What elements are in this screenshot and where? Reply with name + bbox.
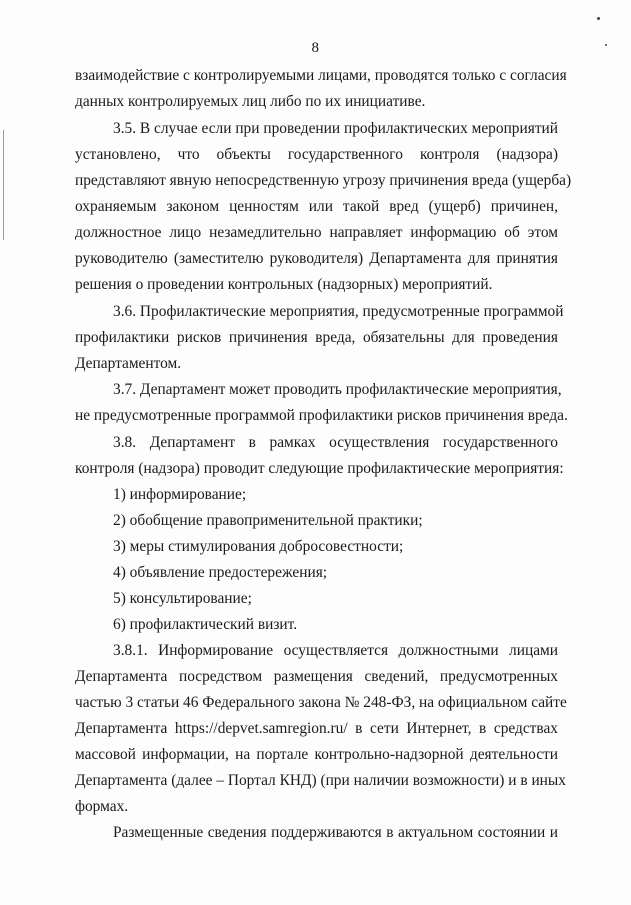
paragraph-continuation — [75, 820, 558, 846]
paragraph-3-6 — [75, 299, 564, 377]
list-item: 5) консультирование; — [113, 590, 252, 607]
paragraph-3-8 — [75, 430, 564, 638]
paragraph-3-7 — [75, 377, 568, 429]
text-line: контроля (надзора) проводит следующие профилактические мероприятия: — [75, 460, 564, 477]
list-item: 4) объявление предостережения; — [113, 564, 328, 581]
text-line: массовой информации, на портале контрольно-надзорной деятельности — [75, 746, 558, 763]
list-item: 6) профилактический визит. — [113, 616, 298, 633]
text-line: 3.5. В случае если при проведении профилактических мероприятий — [113, 120, 559, 137]
text-line: Размещенные сведения поддерживаются в актуальном состоянии и — [113, 824, 558, 841]
text-line: формах. — [75, 798, 129, 815]
body-text — [75, 63, 567, 115]
text-line: профилактики рисков причинения вреда, обязательны для проведения — [75, 329, 558, 346]
scan-edge-mark — [3, 130, 4, 240]
text-line: Департамента https://depvet.samregion.ru/ в сети Интернет, в средствах — [75, 720, 558, 737]
text-line: Департамента (далее – Портал КНД) (при наличии возможности) и в иных — [75, 772, 566, 789]
text-line: частью 3 статьи 46 Федерального закона № 248-ФЗ, на официальном сайте — [75, 694, 567, 711]
text-line: 3.7. Департамент может проводить профилактические мероприятия, — [113, 381, 562, 398]
text-line: установлено, что объекты государственного контроля (надзора) — [75, 146, 558, 163]
text-line: решения о проведении контрольных (надзорных) мероприятий. — [75, 276, 493, 293]
text-line: взаимодействие с контролируемыми лицами, проводятся только с согласия — [75, 67, 567, 84]
text-line: 3.6. Профилактические мероприятия, предусмотренные программой — [113, 303, 564, 320]
list-item: 3) меры стимулирования добросовестности; — [113, 538, 404, 555]
list-item: 1) информирование; — [113, 486, 247, 503]
paragraph-3-5 — [75, 116, 572, 298]
page-number: 8 — [311, 40, 320, 56]
text-line: охраняемым законом ценностям или такой вред (ущерб) причинен, — [75, 198, 558, 215]
text-line: не предусмотренные программой профилактики рисков причинения вреда. — [75, 407, 568, 424]
scan-speck — [597, 17, 600, 20]
text-line: представляют явную непосредственную угрозу причинения вреда (ущерба) — [75, 172, 572, 189]
text-line: данных контролируемых лиц либо по их инициативе. — [75, 93, 426, 110]
text-line: руководителю (заместителю руководителя) Департамента для принятия — [75, 250, 558, 267]
text-line: 3.8. Департамент в рамках осуществления государственного — [113, 434, 558, 451]
paragraph-3-8-1 — [75, 638, 567, 820]
text-line: Департаментом. — [75, 355, 182, 372]
text-line: 3.8.1. Информирование осуществляется должностными лицами — [113, 642, 558, 659]
text-line: Департамента посредством размещения сведений, предусмотренных — [75, 668, 558, 685]
text-line: должностное лицо незамедлительно направляет информацию об этом — [75, 224, 558, 241]
list-item: 2) обобщение правоприменительной практики; — [113, 512, 423, 529]
